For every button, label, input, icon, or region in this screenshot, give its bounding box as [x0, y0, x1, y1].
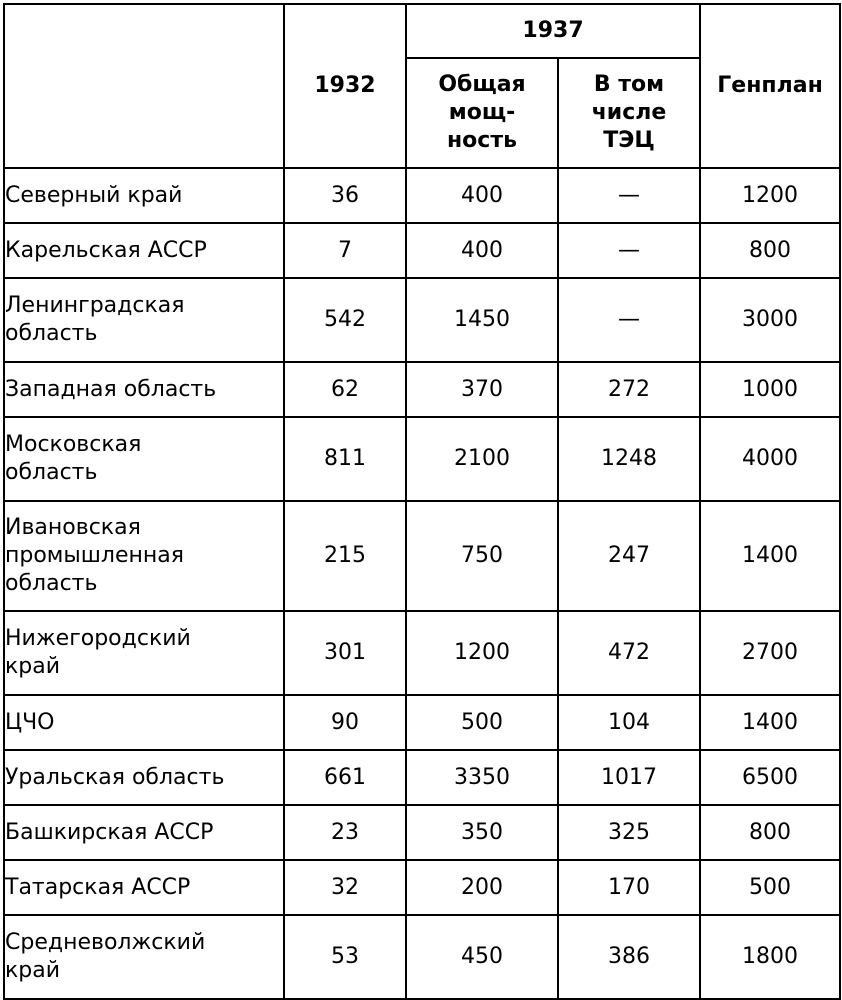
- region-cell: [4, 168, 284, 223]
- region-cell: [4, 695, 284, 750]
- value-total: 3350: [406, 750, 558, 805]
- region-cell: [4, 860, 284, 915]
- header-tec-line: В том: [593, 72, 665, 97]
- region-line: Ивановская: [5, 515, 141, 540]
- region-line: Средневолжский: [5, 930, 206, 955]
- value-total: 1450: [406, 278, 558, 362]
- region-line: область: [5, 321, 98, 346]
- value-genplan: 800: [700, 223, 840, 278]
- value-tec: 386: [558, 915, 700, 999]
- header-total-line: ность: [446, 128, 518, 153]
- region-line: Северный край: [5, 182, 183, 208]
- table-row: [4, 860, 840, 915]
- table-row: [4, 278, 840, 362]
- region-cell: [4, 501, 284, 611]
- header-tec: [558, 58, 700, 168]
- value-tec: 1017: [558, 750, 700, 805]
- value-tec: 104: [558, 695, 700, 750]
- region-line: Уральская область: [5, 764, 225, 790]
- header-genplan: Генплан: [700, 4, 840, 168]
- value-1932: 542: [284, 278, 406, 362]
- region-line: Западная область: [5, 376, 217, 402]
- value-genplan: 500: [700, 860, 840, 915]
- region-cell: [4, 362, 284, 417]
- value-1932: 36: [284, 168, 406, 223]
- region-line: край: [5, 958, 61, 983]
- value-total: 450: [406, 915, 558, 999]
- header-total-line: Общая: [438, 72, 526, 97]
- value-total: 1200: [406, 611, 558, 695]
- value-total: 400: [406, 168, 558, 223]
- region-line: Нижегородский: [5, 626, 191, 651]
- header-empty-cell: [4, 4, 284, 168]
- region-cell: [4, 750, 284, 805]
- value-1932: 7: [284, 223, 406, 278]
- region-line: ЦЧО: [5, 709, 55, 735]
- value-1932: 215: [284, 501, 406, 611]
- value-total: 750: [406, 501, 558, 611]
- region-line: Ленинградская: [5, 293, 185, 318]
- table-row: [4, 223, 840, 278]
- table-row: [4, 362, 840, 417]
- value-total: 2100: [406, 417, 558, 501]
- value-total: 500: [406, 695, 558, 750]
- region-cell: [4, 611, 284, 695]
- value-genplan: 800: [700, 805, 840, 860]
- header-row-top: [4, 4, 840, 58]
- value-1932: 23: [284, 805, 406, 860]
- header-tec-line: числе: [591, 100, 667, 125]
- table-row: [4, 501, 840, 611]
- region-cell: [4, 915, 284, 999]
- value-genplan: 1000: [700, 362, 840, 417]
- table-row: [4, 695, 840, 750]
- region-line: область: [5, 571, 98, 596]
- table-row: [4, 611, 840, 695]
- value-total: 200: [406, 860, 558, 915]
- header-1932: 1932: [284, 4, 406, 168]
- table-header: [4, 4, 840, 168]
- value-1932: 811: [284, 417, 406, 501]
- value-genplan: 4000: [700, 417, 840, 501]
- value-1932: 53: [284, 915, 406, 999]
- table-row: [4, 168, 840, 223]
- region-cell: [4, 278, 284, 362]
- region-line: Московская: [5, 432, 142, 457]
- value-tec: 472: [558, 611, 700, 695]
- table-row: [4, 417, 840, 501]
- value-tec: 247: [558, 501, 700, 611]
- value-genplan: 1400: [700, 695, 840, 750]
- value-genplan: 2700: [700, 611, 840, 695]
- value-total: 400: [406, 223, 558, 278]
- value-1932: 90: [284, 695, 406, 750]
- value-tec: 272: [558, 362, 700, 417]
- value-tec: —: [558, 278, 700, 362]
- region-line: область: [5, 460, 98, 485]
- value-genplan: 1200: [700, 168, 840, 223]
- value-tec: 170: [558, 860, 700, 915]
- value-total: 370: [406, 362, 558, 417]
- value-genplan: 1400: [700, 501, 840, 611]
- region-line: край: [5, 654, 61, 679]
- power-capacity-table: [3, 3, 841, 1000]
- table-row: [4, 805, 840, 860]
- value-genplan: 1800: [700, 915, 840, 999]
- region-line: Карельская АССР: [5, 237, 207, 263]
- region-line: Татарская АССР: [5, 874, 191, 900]
- region-line: Башкирская АССР: [5, 819, 214, 845]
- region-cell: [4, 223, 284, 278]
- header-tec-line: ТЭЦ: [603, 128, 655, 153]
- value-tec: 1248: [558, 417, 700, 501]
- value-tec: 325: [558, 805, 700, 860]
- region-line: промышленная: [5, 543, 184, 568]
- value-1932: 32: [284, 860, 406, 915]
- value-1932: 301: [284, 611, 406, 695]
- value-tec: —: [558, 168, 700, 223]
- region-cell: [4, 805, 284, 860]
- table-body: [4, 168, 840, 999]
- value-genplan: 6500: [700, 750, 840, 805]
- value-1932: 62: [284, 362, 406, 417]
- value-genplan: 3000: [700, 278, 840, 362]
- table-row: [4, 915, 840, 999]
- header-total-capacity: [406, 58, 558, 168]
- value-total: 350: [406, 805, 558, 860]
- header-total-line: мощ-: [448, 100, 516, 125]
- value-tec: —: [558, 223, 700, 278]
- table-row: [4, 750, 840, 805]
- header-1937: 1937: [406, 4, 700, 58]
- value-1932: 661: [284, 750, 406, 805]
- region-cell: [4, 417, 284, 501]
